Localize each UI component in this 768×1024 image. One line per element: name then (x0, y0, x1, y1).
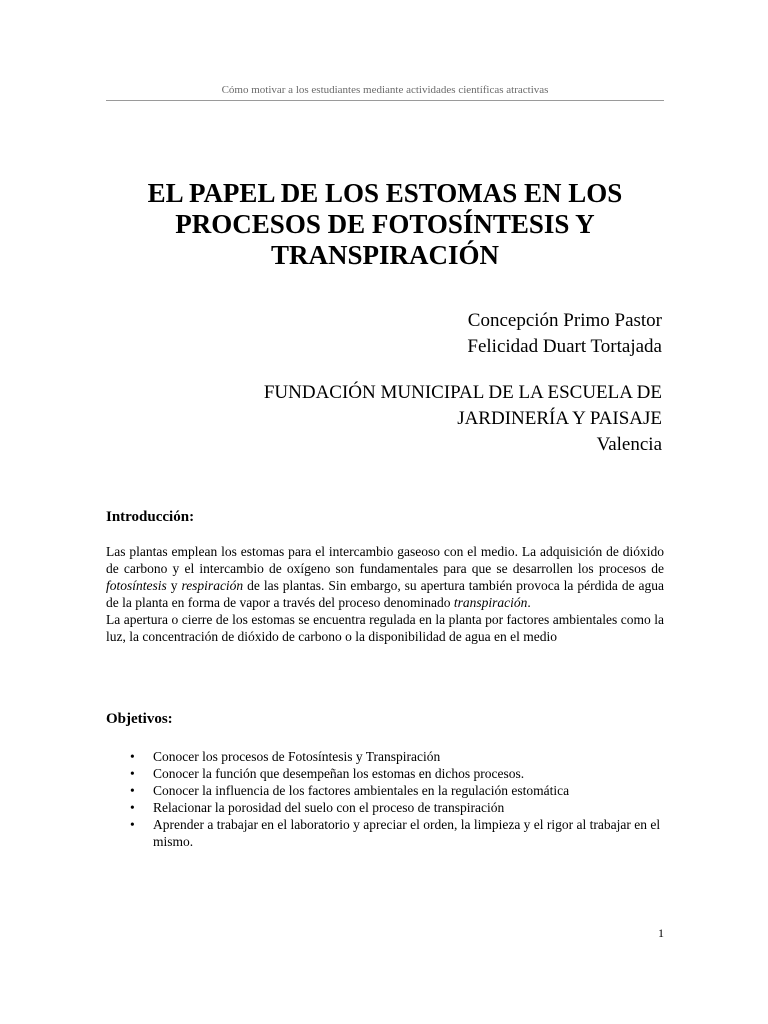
objective-item (106, 816, 664, 850)
author-name: Concepción Primo Pastor (467, 310, 662, 331)
paragraph-text: Las plantas emplean los estomas para el intercambio gaseoso con el medio. La adquisición de dióxido de carbono y el intercambio de oxígeno son fundamentales para que se desarrollen los procesos de (106, 544, 664, 576)
objectives-heading: Objetivos: (106, 711, 173, 727)
objective-text: Conocer la función que desempeñan los estomas en dichos procesos. (153, 766, 525, 781)
document-title (106, 178, 664, 271)
institution-line: JARDINERÍA Y PAISAJE (457, 408, 662, 429)
objective-item (106, 765, 664, 782)
introduction-paragraph (106, 543, 664, 611)
objective-text: Relacionar la porosidad del suelo con el proceso de transpiración (153, 800, 505, 815)
bullet-icon: • (130, 800, 135, 815)
term-fotosintesis: fotosíntesis (106, 578, 167, 593)
term-respiracion: respiración (181, 578, 244, 593)
objective-text: Conocer la influencia de los factores ambientales en la regulación estomática (153, 783, 570, 798)
objective-item (106, 799, 664, 816)
institution-line: FUNDACIÓN MUNICIPAL DE LA ESCUELA DE (263, 382, 662, 403)
bullet-icon: • (130, 766, 135, 781)
author-name: Felicidad Duart Tortajada (467, 336, 662, 357)
objective-item (106, 782, 664, 799)
objectives-list (106, 748, 664, 850)
bullet-icon: • (130, 749, 135, 764)
running-header: Cómo motivar a los estudiantes mediante actividades científicas atractivas (221, 84, 549, 96)
institution-block (142, 380, 662, 458)
introduction-heading: Introducción: (106, 509, 195, 525)
paragraph-text: de las plantas. Sin embargo, su apertura también provoca la pérdida de agua de la planta en forma de vapor a través del proceso denominado (106, 578, 665, 610)
paragraph-text: y (166, 578, 182, 593)
introduction-body (106, 543, 664, 645)
paragraph-text: . (527, 595, 531, 610)
title-line: TRANSPIRACIÓN (270, 240, 500, 270)
institution-city: Valencia (596, 434, 662, 455)
page-number: 1 (658, 926, 664, 940)
title-line: EL PAPEL DE LOS ESTOMAS EN LOS (147, 178, 623, 208)
term-transpiracion: transpiración (453, 595, 528, 610)
introduction-paragraph: La apertura o cierre de los estomas se encuentra regulada en la planta por factores ambientales como la luz, la concentración de dióxido de carbono o la disponibilidad de agua en el medio (106, 612, 664, 644)
objective-text: Conocer los procesos de Fotosíntesis y Transpiración (153, 749, 441, 764)
bullet-icon: • (130, 783, 135, 798)
bullet-icon: • (130, 817, 135, 832)
author-list (262, 308, 662, 360)
objective-text: Aprender a trabajar en el laboratorio y apreciar el orden, la limpieza y el rigor al trabajar en el mismo. (153, 817, 661, 849)
header-divider (106, 100, 664, 101)
objective-item (106, 748, 664, 765)
title-line: PROCESOS DE FOTOSÍNTESIS Y (175, 209, 595, 239)
